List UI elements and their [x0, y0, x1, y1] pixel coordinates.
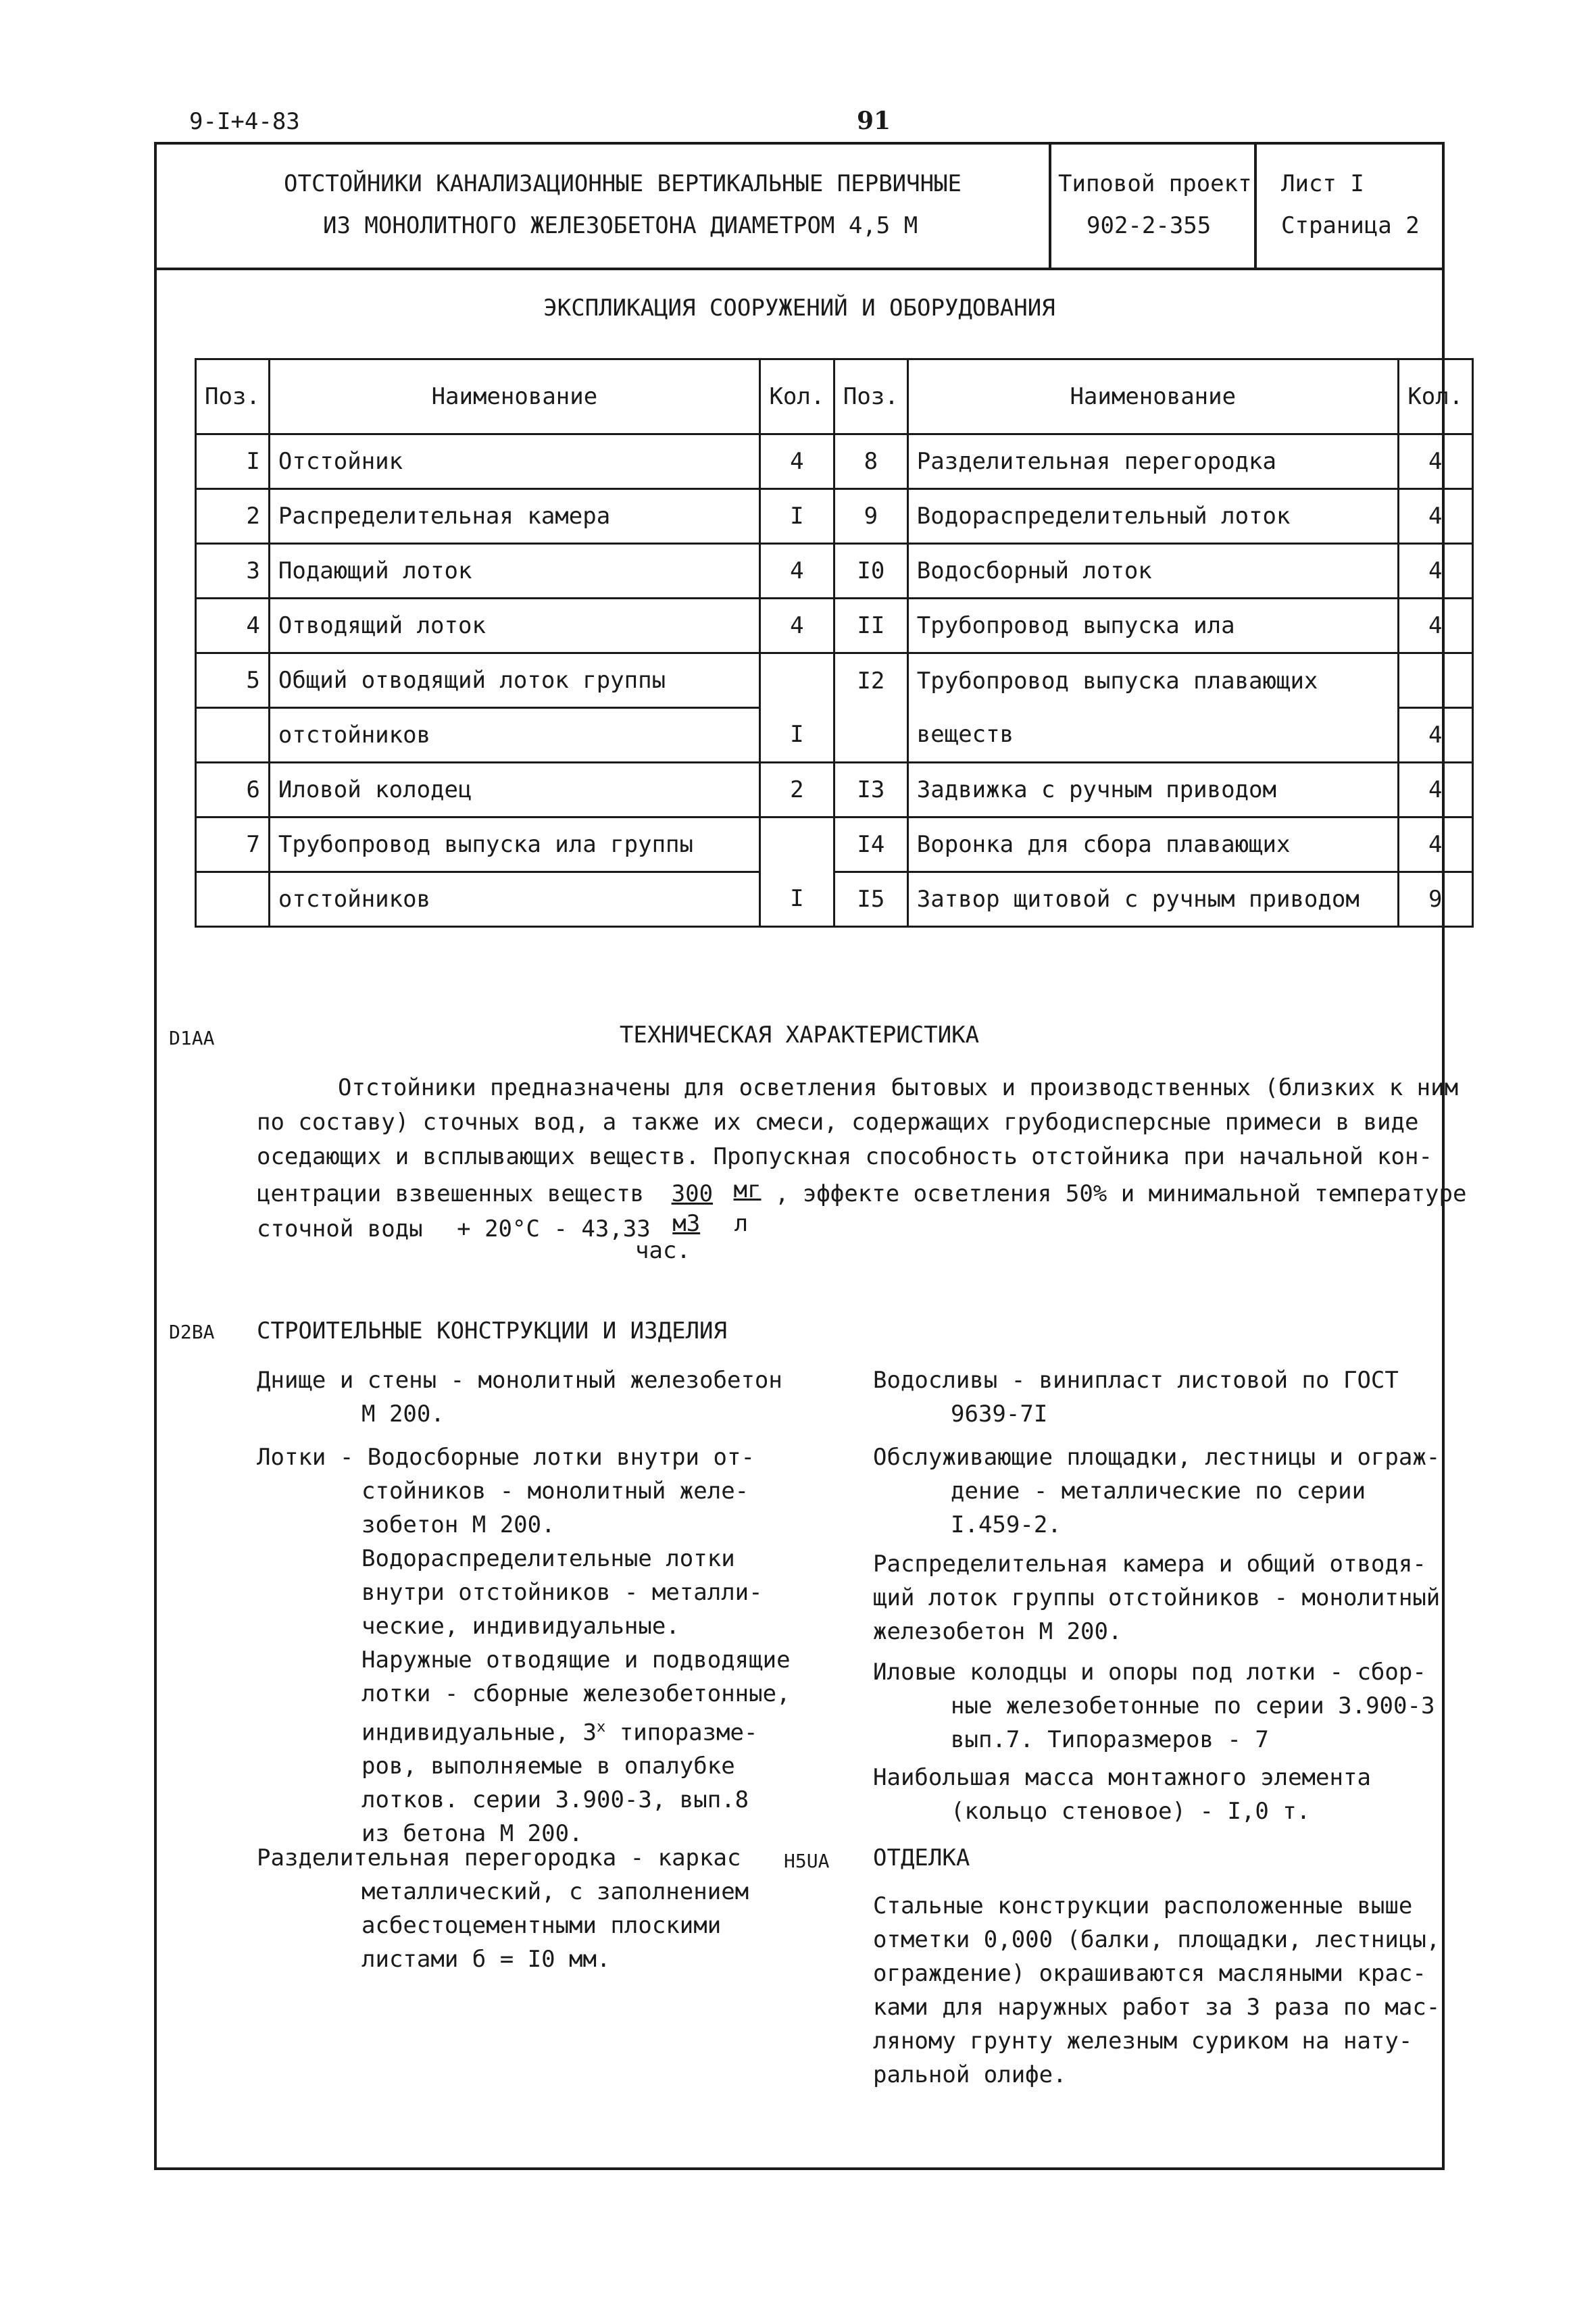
item-text: типоразме- — [605, 1719, 758, 1746]
cell-pos: 9 — [834, 489, 907, 544]
title-block-divider — [1049, 142, 1051, 270]
item-line: дение - металлические по серии — [951, 1478, 1366, 1505]
project-label: Типовой проект — [1058, 170, 1252, 197]
cell-qty — [1398, 653, 1472, 708]
item-line: Обслуживающие площадки, лестницы и ограж- — [873, 1444, 1441, 1471]
tech-text: сточной воды — [257, 1215, 423, 1242]
cell-qty — [759, 818, 834, 872]
item-line: Стальные конструкции расположенные выше — [873, 1892, 1413, 1919]
cell-qty: 4 — [1398, 489, 1472, 544]
table-row — [196, 872, 1473, 927]
header-pos: Поз. — [834, 359, 907, 434]
item-text: индивидуальные, 3 — [361, 1719, 597, 1746]
cell-name: Отводящий лоток — [269, 599, 759, 653]
item-line: вып.7. Типоразмеров - 7 — [951, 1726, 1269, 1753]
item-line: Распределительная камера и общий отводя- — [873, 1551, 1426, 1578]
tech-text: , эффекте осветления 50% и минимальной температуре — [774, 1180, 1467, 1207]
construction-item — [873, 1547, 1440, 1649]
item-line: (кольцо стеновое) - I,0 т. — [951, 1798, 1311, 1825]
cell-pos: 4 — [196, 599, 270, 653]
table-row — [196, 708, 1473, 763]
cell-pos: I4 — [834, 818, 907, 872]
cell-name: Отстойник — [269, 434, 759, 489]
table-row — [196, 434, 1473, 489]
explication-table — [195, 358, 1474, 928]
flow-value: - 43,33 — [553, 1215, 651, 1242]
title-line-2: ИЗ МОНОЛИТНОГО ЖЕЛЕЗОБЕТОНА ДИАМЕТРОМ 4,5 М — [323, 212, 918, 239]
cell-pos: II — [834, 599, 907, 653]
cell-qty: I — [759, 872, 834, 927]
tech-text-line: по составу) сточных вод, а также их смеси, содержащих грубодисперсные примеси в виде — [257, 1109, 1419, 1136]
construction-item — [873, 1363, 1399, 1431]
table-row — [196, 818, 1473, 872]
header-name: Наименование — [269, 359, 759, 434]
explication-title: ЭКСПЛИКАЦИЯ СООРУЖЕНИЙ И ОБОРУДОВАНИЯ — [543, 295, 1055, 322]
tech-text-line: оседающих и всплывающих веществ. Пропускная способность отстойника при начальной кон- — [257, 1143, 1432, 1170]
cell-pos: 5 — [196, 653, 270, 708]
construction-item — [257, 1841, 749, 1976]
cell-name: Разделительная перегородка — [907, 434, 1398, 489]
cell-name: Трубопровод выпуска ила группы — [269, 818, 759, 872]
item-line: ральной олифе. — [873, 2061, 1067, 2088]
header-name: Наименование — [907, 359, 1398, 434]
cell-pos — [196, 708, 270, 763]
cell-pos: 2 — [196, 489, 270, 544]
construction-title: СТРОИТЕЛЬНЫЕ КОНСТРУКЦИИ И ИЗДЕЛИЯ — [257, 1317, 727, 1344]
cell-name: отстойников — [269, 872, 759, 927]
cell-qty: I — [759, 489, 834, 544]
flow-unit-right: л — [734, 1210, 749, 1237]
construction-item — [873, 1761, 1371, 1828]
title-line-1: ОТСТОЙНИКИ КАНАЛИЗАЦИОННЫЕ ВЕРТИКАЛЬНЫЕ ПЕРВИЧНЫЕ — [284, 170, 962, 197]
cell-pos: 8 — [834, 434, 907, 489]
cell-qty — [759, 653, 834, 708]
item-line: ками для наружных работ за 3 раза по мас- — [873, 1994, 1441, 2021]
cell-qty: 4 — [1398, 763, 1472, 818]
cell-pos: I5 — [834, 872, 907, 927]
item-line — [257, 1711, 791, 1749]
cell-name: Подающий лоток — [269, 544, 759, 599]
cell-qty: 4 — [1398, 708, 1472, 763]
item-line: I.459-2. — [951, 1511, 1062, 1538]
cell-qty: 4 — [1398, 818, 1472, 872]
table-header-row — [196, 359, 1473, 434]
construction-item — [257, 1363, 782, 1431]
cell-pos — [834, 708, 907, 763]
cell-name: Задвижка с ручным приводом — [907, 763, 1398, 818]
cell-name: Распределительная камера — [269, 489, 759, 544]
construction-item — [873, 1440, 1440, 1542]
table-row — [196, 599, 1473, 653]
item-line: Водосливы - винипласт листовой по ГОСТ — [873, 1367, 1399, 1394]
item-line: лотки - сборные железобетонные, — [361, 1680, 791, 1707]
construction-item — [257, 1440, 791, 1851]
item-line: Водораспределительные лотки — [361, 1545, 735, 1572]
item-line: ров, выполняемые в опалубке — [361, 1753, 735, 1780]
item-line: зобетон М 200. — [361, 1511, 555, 1538]
item-line: асбестоцементными плоскими — [361, 1912, 722, 1939]
tech-title: ТЕХНИЧЕСКАЯ ХАРАКТЕРИСТИКА — [619, 1022, 980, 1049]
flow-unit-denominator: час. — [635, 1237, 691, 1264]
title-block — [154, 142, 1445, 270]
concentration-unit: мг — [733, 1176, 762, 1203]
item-line: железобетон М 200. — [873, 1618, 1122, 1645]
item-line: Наибольшая масса монтажного элемента — [873, 1764, 1371, 1791]
superscript: х — [597, 1719, 606, 1736]
tech-text-line: Отстойники предназначены для осветления бытовых и производственных (близких к ним — [338, 1074, 1459, 1101]
item-line: металлический, с заполнением — [361, 1878, 749, 1905]
flow-unit-numerator: м3 — [672, 1210, 701, 1237]
item-line: ные железобетонные по серии 3.900-3 — [951, 1692, 1435, 1719]
item-line: щий лоток группы отстойников - монолитный — [873, 1584, 1441, 1611]
cell-name: Водосборный лоток — [907, 544, 1398, 599]
item-line: стойников - монолитный желе- — [361, 1478, 749, 1505]
item-line: ограждение) окрашиваются масляными крас- — [873, 1960, 1426, 1987]
item-line: Лотки - Водосборные лотки внутри от- — [257, 1444, 755, 1471]
cell-name: Воронка для сбора плавающих — [907, 818, 1398, 872]
cell-qty: 4 — [759, 434, 834, 489]
cell-qty: 2 — [759, 763, 834, 818]
item-line: из бетона М 200. — [361, 1820, 583, 1848]
cell-name: Общий отводящий лоток группы — [269, 653, 759, 708]
document-code: 9-I+4-83 — [189, 108, 300, 135]
table-row — [196, 653, 1473, 708]
item-line: листами б = I0 мм. — [361, 1946, 611, 1973]
cell-qty: 9 — [1398, 872, 1472, 927]
item-line: Иловые колодцы и опоры под лотки - сбор- — [873, 1659, 1426, 1686]
construction-item — [873, 1655, 1435, 1757]
project-number: 902-2-355 — [1087, 212, 1212, 239]
cell-qty: 4 — [759, 599, 834, 653]
cell-name: Трубопровод выпуска плавающих — [907, 653, 1398, 708]
header-qty: Кол. — [1398, 359, 1472, 434]
cell-name: Затвор щитовой с ручным приводом — [907, 872, 1398, 927]
item-line: Днище и стены - монолитный железобетон — [257, 1367, 782, 1394]
item-line: Разделительная перегородка - каркас — [257, 1844, 741, 1871]
item-line: ческие, индивидуальные. — [361, 1613, 680, 1640]
table-row — [196, 544, 1473, 599]
cell-name: веществ — [907, 708, 1398, 763]
cell-qty: I — [759, 708, 834, 763]
item-line: Наружные отводящие и подводящие — [361, 1646, 791, 1674]
title-block-divider — [1254, 142, 1257, 270]
cell-name: отстойников — [269, 708, 759, 763]
cell-pos: I3 — [834, 763, 907, 818]
sheet-number: Лист I — [1281, 170, 1364, 197]
page-label: Страница 2 — [1281, 212, 1420, 239]
section-code: D2BA — [169, 1321, 215, 1343]
temperature: + 20°С — [457, 1215, 540, 1242]
tech-text: центрации взвешенных веществ — [257, 1180, 645, 1207]
cell-pos: I0 — [834, 544, 907, 599]
header-pos: Поз. — [196, 359, 270, 434]
finish-title: ОТДЕЛКА — [873, 1844, 970, 1871]
item-line: 9639-7I — [951, 1401, 1048, 1428]
table-row — [196, 763, 1473, 818]
item-line: отметки 0,000 (балки, площадки, лестницы, — [873, 1926, 1441, 1953]
section-code: D1AA — [169, 1027, 215, 1049]
cell-qty: 4 — [1398, 544, 1472, 599]
cell-pos — [196, 872, 270, 927]
concentration-value: 300 — [671, 1180, 714, 1207]
cell-pos: I2 — [834, 653, 907, 708]
cell-name: Водораспределительный лоток — [907, 489, 1398, 544]
cell-name: Иловой колодец — [269, 763, 759, 818]
cell-name: Трубопровод выпуска ила — [907, 599, 1398, 653]
section-code: H5UA — [784, 1850, 830, 1872]
page-number: 91 — [857, 107, 891, 135]
cell-qty: 4 — [1398, 599, 1472, 653]
item-line: лотков. серии 3.900-3, вып.8 — [361, 1786, 749, 1814]
item-line: М 200. — [361, 1401, 445, 1428]
item-line: ляному грунту железным суриком на нату- — [873, 2028, 1413, 2055]
table-row — [196, 489, 1473, 544]
cell-qty: 4 — [759, 544, 834, 599]
item-line: внутри отстойников - металли- — [361, 1579, 763, 1606]
header-qty: Кол. — [759, 359, 834, 434]
tech-text-line — [257, 1173, 1466, 1211]
cell-pos: I — [196, 434, 270, 489]
cell-pos: 3 — [196, 544, 270, 599]
cell-pos: 7 — [196, 818, 270, 872]
finish-text — [873, 1889, 1440, 2092]
cell-qty: 4 — [1398, 434, 1472, 489]
cell-pos: 6 — [196, 763, 270, 818]
